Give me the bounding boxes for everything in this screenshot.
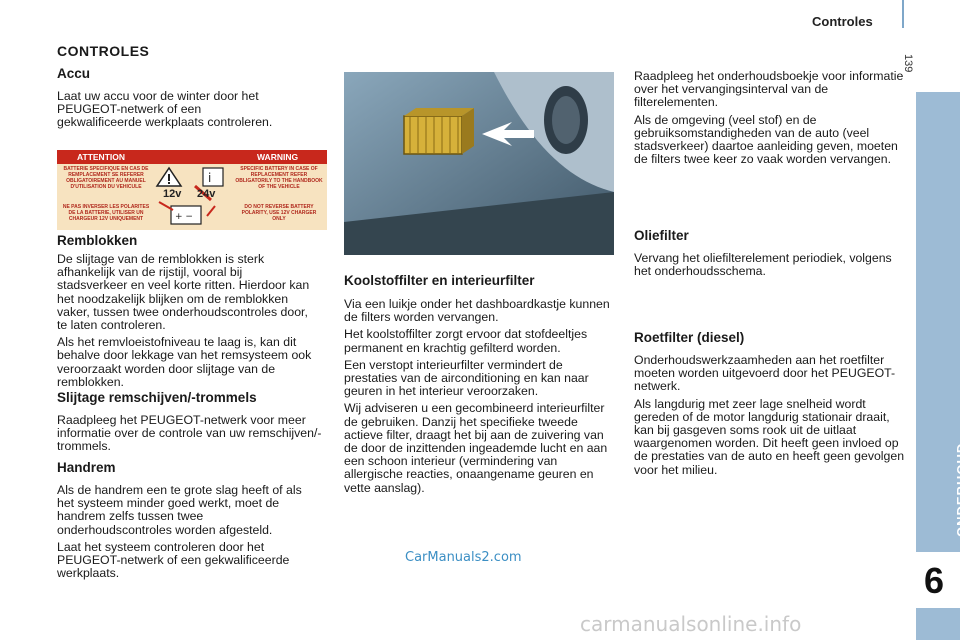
svg-text:+ −: + − bbox=[175, 212, 193, 222]
remblokken-text-1: De slijtage van de remblokken is sterk afhankelijk van de rijstijl, vooral bij stadsverkeer en veel korte ritten. Hierdoor kan het noodzakelijk blijken om de remblokken vaker, tussen twee onderhoudscontroles door, te laten controleren. bbox=[57, 252, 310, 333]
roetfilter-text-2: Als langdurig met zeer lage snelheid wordt gereden of de motor langdurig stationair draait, kan bij gasgeven soms rook uit de uitlaat waargenomen worden. Dit heeft geen invloed op de prestaties van de auto en heeft geen gevolgen voor het milieu. bbox=[634, 396, 905, 477]
handrem-heading: Handrem bbox=[57, 460, 116, 475]
oliefilter-text: Vervang het oliefilterelement periodiek, volgens het onderhoudsschema. bbox=[634, 251, 892, 279]
svg-text:i: i bbox=[208, 171, 212, 185]
warning-text-en-top: SPECIFIC BATTERY IN CASE OF REPLACEMENT REFER OBLIGATORILY TO THE HANDBOOK OF THE VEHICLE bbox=[235, 166, 323, 190]
section-koolstoffilter bbox=[344, 273, 618, 499]
chapter-label: ONDERHOUD bbox=[954, 442, 969, 537]
warning-text-fr-top: BATTERIE SPECIFIQUE EN CAS DE REMPLACEMENT SE REFERER OBLIGATOIREMENT AU MANUEL D'UTILISATION DU VEHICULE bbox=[63, 166, 149, 190]
section-accu bbox=[57, 66, 297, 134]
roetfilter-heading: Roetfilter (diesel) bbox=[634, 330, 745, 345]
filter-interval-text-2: Als de omgeving (veel stof) en de gebruiksomstandigheden van de auto (veel stadsverkeer) daartoe aanleiding geven, moeten de filters twee keer zo vaak worden vervangen. bbox=[634, 112, 898, 167]
roetfilter-text-1: Onderhoudswerkzaamheden aan het roetfilter moeten worden uitgevoerd door het PEUGEOT-netwerk. bbox=[634, 353, 896, 394]
running-header-title: Controles bbox=[812, 14, 873, 29]
section-handrem bbox=[57, 460, 312, 584]
battery-warning-label bbox=[57, 150, 327, 230]
warning-heading-fr: ATTENTION bbox=[77, 152, 126, 162]
koolstoffilter-text-3: Een verstopt interieurfilter vermindert de prestaties van de airconditioning en kan naar geuren in het interieur veroorzaken. bbox=[344, 357, 589, 399]
koolstoffilter-text-2: Het koolstoffilter zorgt ervoor dat stofdeeltjes permanent en krachtig gefilterd worden. bbox=[344, 327, 588, 355]
page-title: CONTROLES bbox=[57, 43, 150, 59]
section-remblokken bbox=[57, 233, 312, 393]
accu-heading: Accu bbox=[57, 66, 91, 81]
section-slijtage bbox=[57, 390, 322, 458]
voltage-24v: 24v bbox=[197, 188, 216, 200]
watermark-carmanuals2: CarManuals2.com bbox=[405, 550, 522, 565]
remblokken-heading: Remblokken bbox=[57, 233, 138, 248]
cabin-filter-illustration bbox=[344, 72, 614, 255]
filter-interval-text-1: Raadpleeg het onderhoudsboekje voor informatie over het vervangingsinterval van de filterelementen. bbox=[634, 69, 904, 110]
koolstoffilter-text-1: Via een luikje onder het dashboardkastje kunnen de filters worden vervangen. bbox=[344, 297, 610, 325]
page-number: 139 bbox=[902, 54, 914, 73]
oliefilter-heading: Oliefilter bbox=[634, 228, 689, 243]
chapter-number: 6 bbox=[924, 560, 945, 601]
voltage-12v: 12v bbox=[163, 188, 182, 200]
handrem-text-2: Laat het systeem controleren door het PEUGEOT-netwerk of een gekwalificeerde werkplaats. bbox=[57, 539, 290, 581]
slijtage-text: Raadpleeg het PEUGEOT-netwerk voor meer informatie over de controle van uw remschijven/-trommels. bbox=[57, 413, 322, 454]
warning-heading-en: WARNING bbox=[257, 152, 299, 162]
warning-text-fr-bottom: NE PAS INVERSER LES POLARITES DE LA BATTERIE, UTILISER UN CHARGEUR 12V UNIQUEMENT bbox=[62, 204, 150, 222]
section-filter-interval bbox=[634, 70, 906, 170]
warning-icons bbox=[155, 166, 233, 228]
cabin-filter-photo bbox=[344, 72, 614, 255]
warning-text-en-bottom: DO NOT REVERSE BATTERY POLARITY, USE 12V CHARGER ONLY bbox=[241, 204, 317, 222]
header-divider bbox=[902, 0, 904, 28]
koolstoffilter-heading: Koolstoffilter en interieurfilter bbox=[344, 273, 535, 288]
section-roetfilter bbox=[634, 330, 906, 481]
remblokken-text-2: Als het remvloeistofniveau te laag is, kan dit behalve door lekkage van het remsysteem ook veroorzaakt worden door slijtage van de remblokken. bbox=[57, 335, 312, 389]
koolstoffilter-text-4: Wij adviseren u een gecombineerd interieurfilter de gebruiken. Danzij het specifieke tweede actieve filter, draagt het bij aan de zuivering van de door de inzittenden ingeademde lucht en aan een schoon interieur (vermindering van allergische reacties, onaangename geuren en vette aanslag). bbox=[344, 401, 608, 495]
accu-text: Laat uw accu voor de winter door het PEUGEOT-netwerk of een gekwalificeerde werkplaats controleren. bbox=[57, 89, 273, 130]
handrem-text-1: Als de handrem een te grote slag heeft of als het systeem minder goed werkt, moet de handrem zelfs tussen twee onderhoudscontroles worden afgesteld. bbox=[57, 483, 302, 537]
watermark-carmanualsonline: carmanualsonline.info bbox=[580, 612, 802, 636]
slijtage-heading: Slijtage remschijven/-trommels bbox=[57, 390, 257, 405]
section-oliefilter bbox=[634, 228, 906, 282]
